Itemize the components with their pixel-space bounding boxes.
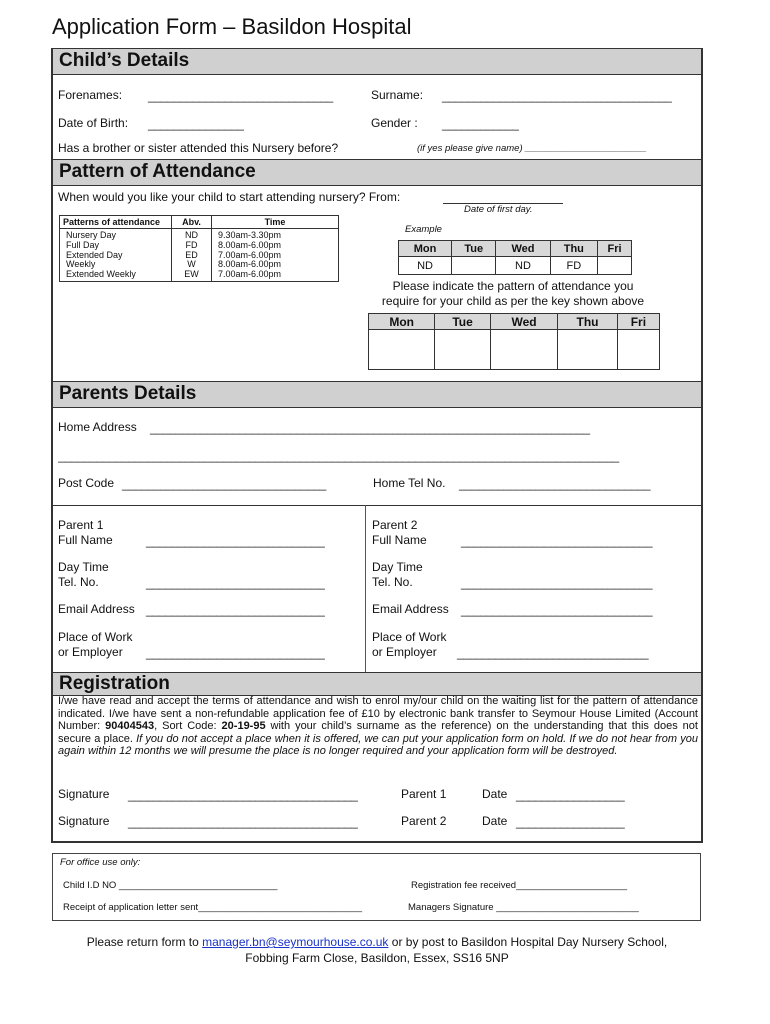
sibling-question: Has a brother or sister attended this Nursery before? — [58, 141, 339, 155]
example-cell: ND — [399, 257, 452, 275]
footer-line-2: Fobbing Farm Close, Basildon, Essex, SS16 5NP — [245, 951, 509, 965]
home-address-field[interactable]: _____________________________________________________________________ — [150, 421, 590, 435]
parent2-email-field[interactable]: ______________________________ — [461, 603, 653, 617]
signature1-label: Signature — [58, 787, 110, 801]
key-patterns-cell — [60, 229, 172, 282]
instruction-line-1: Please indicate the pattern of attendance you — [392, 279, 634, 293]
forenames-field[interactable]: _____________________________ — [148, 89, 333, 103]
key-abbrev: EW — [184, 269, 199, 280]
section-heading-pattern: Pattern of Attendance — [53, 159, 701, 186]
key-abbrev: FD — [185, 239, 198, 250]
account-number: 90404543 — [105, 720, 155, 733]
pattern-cell-thu[interactable] — [558, 330, 617, 370]
parent1-employer-label: or Employer — [58, 645, 123, 659]
pattern-day-header: Mon — [369, 314, 435, 330]
signature2-parent-label: Parent 2 — [401, 814, 447, 828]
home-tel-label: Home Tel No. — [373, 476, 446, 490]
example-day-header: Fri — [598, 241, 632, 257]
key-abbrev-cell — [172, 229, 212, 282]
key-time: 8.00am-6.00pm — [218, 239, 282, 250]
terms-text-1: I/we have read and accept the terms of attendance and wish to enrol my/our child on the waiting list for the pattern of attendance indicated. I/we have sent a non-refundable application fee of £10 by electronic bank transfer to Seymour House Limited (Account Number: — [58, 695, 698, 733]
example-day-header: Thu — [550, 241, 598, 257]
key-abbrev: W — [187, 259, 196, 270]
page-title: Application Form – Basildon Hospital — [52, 14, 412, 39]
pattern-day-header: Tue — [435, 314, 490, 330]
home-address-field-2[interactable]: ________________________________________________________________________________________ — [58, 449, 619, 463]
managers-signature-field[interactable]: Managers Signature ___________________________ — [408, 902, 639, 913]
footer-text-after: or by post to Basildon Hospital Day Nursery School, — [388, 935, 668, 949]
parent2-tel-field[interactable]: ______________________________ — [461, 576, 653, 590]
parent2-tel-label: Tel. No. — [372, 575, 413, 589]
pattern-day-header: Thu — [558, 314, 617, 330]
home-tel-field[interactable]: ______________________________ — [459, 477, 651, 491]
key-abbrev: ED — [185, 249, 198, 260]
surname-label: Surname: — [371, 88, 424, 102]
parent2-full-name-label: Full Name — [372, 533, 427, 547]
parent2-full-name-field[interactable]: ______________________________ — [461, 534, 653, 548]
terms-text-italic: If you do not accept a place when it is offered, we can put your application form on hold. If we do not hear from you again within 12 months we will presume the place is no longer required and your application form will be destroyed. — [58, 732, 698, 758]
parent1-email-field[interactable]: ____________________________ — [146, 603, 325, 617]
pattern-cell-fri[interactable] — [617, 330, 659, 370]
example-day-header: Tue — [452, 241, 496, 257]
signature1-parent-label: Parent 1 — [401, 787, 447, 801]
footer-line-1 — [0, 934, 754, 950]
section-heading-registration: Registration — [53, 672, 701, 696]
parent2-day-time-label: Day Time — [372, 560, 423, 574]
section-heading-childs-details: Child’s Details — [53, 48, 701, 75]
signature1-field[interactable]: ____________________________________ — [128, 788, 358, 802]
footer — [0, 934, 754, 966]
home-address-label: Home Address — [58, 420, 137, 434]
signature2-field[interactable]: ____________________________________ — [128, 815, 358, 829]
parent2-work-label: Place of Work — [372, 630, 447, 644]
attendance-pattern-table — [368, 313, 660, 370]
post-code-field[interactable]: ________________________________ — [122, 477, 326, 491]
key-time: 7.00am-6.00pm — [218, 249, 282, 260]
parent1-full-name-label: Full Name — [58, 533, 113, 547]
post-code-label: Post Code — [58, 476, 115, 490]
footer-text-before: Please return form to — [86, 935, 203, 949]
example-cell: FD — [550, 257, 598, 275]
forenames-label: Forenames: — [58, 88, 123, 102]
example-table — [398, 240, 632, 275]
date2-label: Date — [482, 814, 508, 828]
date1-field[interactable]: _________________ — [516, 788, 625, 802]
key-header-abv: Abv. — [172, 216, 212, 229]
pattern-day-header: Wed — [490, 314, 558, 330]
parents-divider — [53, 505, 701, 506]
date1-label: Date — [482, 787, 508, 801]
key-pattern: Extended Weekly — [66, 269, 136, 280]
parent2-email-label: Email Address — [372, 602, 449, 616]
parent1-full-name-field[interactable]: ____________________________ — [146, 534, 325, 548]
example-cell — [452, 257, 496, 275]
key-time-cell — [212, 229, 339, 282]
receipt-letter-field[interactable]: Receipt of application letter sent_______________________________ — [63, 902, 362, 913]
parent1-email-label: Email Address — [58, 602, 135, 616]
office-use-heading: For office use only: — [60, 857, 141, 868]
example-label: Example — [405, 224, 442, 235]
dob-label: Date of Birth: — [58, 116, 129, 130]
child-id-field[interactable]: Child I.D NO ______________________________ — [63, 880, 278, 891]
pattern-cell-mon[interactable] — [369, 330, 435, 370]
parent2-employer-field[interactable]: ______________________________ — [457, 646, 649, 660]
example-cell — [598, 257, 632, 275]
key-pattern: Full Day — [66, 239, 100, 250]
attendance-key-table — [59, 215, 339, 282]
key-time: 7.00am-6.00pm — [218, 269, 282, 280]
key-pattern: Nursery Day — [66, 230, 117, 240]
parent1-employer-field[interactable]: ____________________________ — [146, 646, 325, 660]
parent1-work-label: Place of Work — [58, 630, 133, 644]
key-pattern: Extended Day — [66, 249, 123, 260]
gender-field[interactable]: ____________ — [442, 117, 519, 131]
surname-field[interactable]: ____________________________________ — [442, 89, 672, 103]
signature2-label: Signature — [58, 814, 110, 828]
pattern-cell-tue[interactable] — [435, 330, 490, 370]
registration-fee-field[interactable]: Registration fee received_____________________ — [411, 880, 628, 891]
parent2-employer-label: or Employer — [372, 645, 437, 659]
start-date-question: When would you like your child to start attending nursery? From: — [58, 190, 401, 204]
manager-email-link[interactable]: manager.bn@seymourhouse.co.uk — [202, 935, 389, 949]
dob-field[interactable]: _______________ — [148, 117, 244, 131]
gender-label: Gender : — [371, 116, 418, 130]
key-time: 9.30am-3.30pm — [218, 230, 282, 240]
instruction-line-2: require for your child as per the key shown above — [381, 294, 645, 308]
date-caption: Date of first day. — [464, 204, 533, 215]
parent1-tel-field[interactable]: ____________________________ — [146, 576, 325, 590]
parent1-tel-label: Tel. No. — [58, 575, 99, 589]
sibling-name-field[interactable]: (if yes please give name) _______________________ — [417, 143, 647, 154]
key-abbrev: ND — [185, 230, 198, 240]
key-pattern: Weekly — [66, 259, 96, 270]
key-time: 8.00am-6.00pm — [218, 259, 282, 270]
section-heading-parents: Parents Details — [53, 381, 701, 408]
pattern-day-header: Fri — [617, 314, 659, 330]
pattern-cell-wed[interactable] — [490, 330, 558, 370]
terms-text-2: , Sort Code: — [154, 720, 222, 733]
example-day-header: Mon — [399, 241, 452, 257]
key-header-patterns: Patterns of attendance — [60, 216, 172, 229]
key-header-time: Time — [212, 216, 339, 229]
example-day-header: Wed — [496, 241, 550, 257]
sort-code: 20-19-95 — [221, 720, 266, 733]
terms-text-3: with your child’s surname as the reference) on the understanding that this does not secure a place. — [58, 720, 698, 745]
parent2-title: Parent 2 — [372, 518, 418, 532]
parent1-title: Parent 1 — [58, 518, 104, 532]
parents-column-divider — [365, 505, 366, 672]
registration-terms — [58, 695, 698, 758]
parent1-day-time-label: Day Time — [58, 560, 109, 574]
example-cell: ND — [496, 257, 550, 275]
date2-field[interactable]: _________________ — [516, 815, 625, 829]
